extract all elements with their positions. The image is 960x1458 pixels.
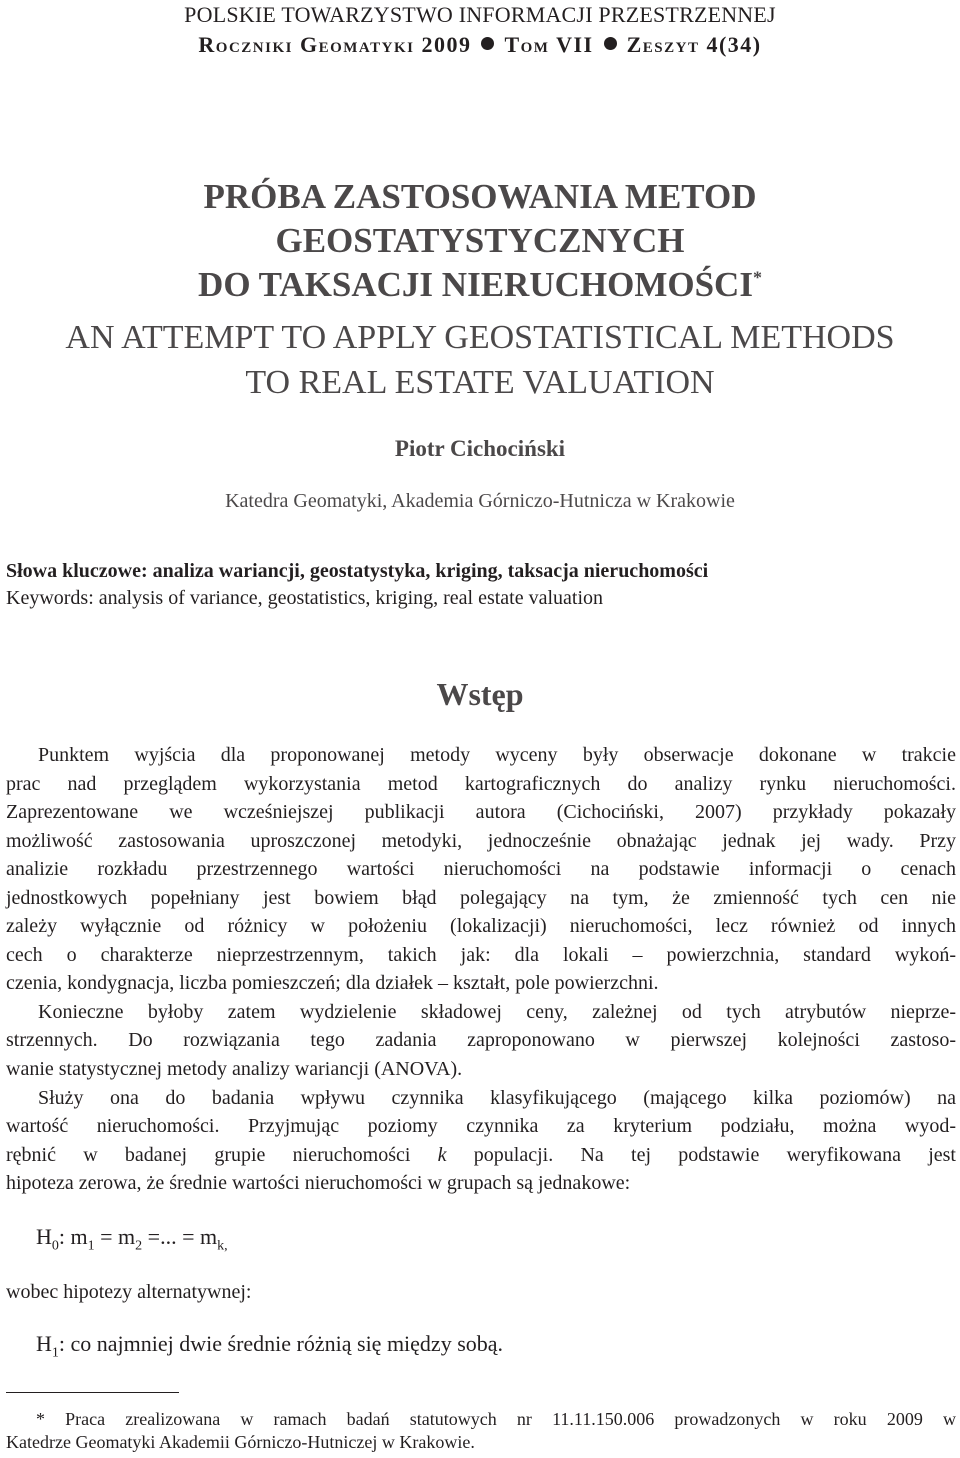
paragraph-line: Punktem wyjścia dla proponowanej metody wyceny były obserwacje dokonane w trakcie bbox=[38, 744, 956, 766]
footnote-divider bbox=[6, 1392, 179, 1393]
footnote-line: Katedrze Geomatyki Akademii Górniczo-Hutniczej w Krakowie. bbox=[6, 1432, 475, 1452]
paragraph-line: wanie statystycznej metody analizy wariancji (ANOVA). bbox=[6, 1058, 463, 1080]
title-pl-line-3-text: DO TAKSACJI NIERUCHOMOŚCI bbox=[198, 265, 753, 304]
eq-sub: 2 bbox=[135, 1238, 143, 1254]
eq-sub: 0 bbox=[51, 1238, 59, 1254]
paragraph-line: rębnić w badanej grupie nieruchomości k populacji. Na tej podstawie weryfikowana jest bbox=[6, 1144, 956, 1166]
equation-null-hypothesis bbox=[36, 1224, 228, 1254]
keywords-en: Keywords: analysis of variance, geostatistics, kriging, real estate valuation bbox=[6, 587, 604, 609]
journal-volume: Tom VII bbox=[504, 32, 594, 57]
paragraph-line: możliwość zastosowania uproszczonej metodyki, jednocześnie obnażając jednak jej wady. Przy bbox=[6, 830, 956, 852]
footnote-line: * Praca zrealizowana w ramach badań statutowych nr 11.11.150.006 prowadzonych w roku 2009 w bbox=[36, 1409, 956, 1429]
paragraph-line: zależy wyłącznie od różnicy w położeniu (lokalizacji) nieruchomości, lecz również od innych bbox=[6, 915, 956, 937]
eq-h: H bbox=[36, 1224, 52, 1249]
eq-sub: 1 bbox=[87, 1238, 95, 1254]
journal-series: Roczniki Geomatyki 2009 bbox=[198, 32, 472, 57]
paragraph-line: hipoteza zerowa, że średnie wartości nieruchomości w grupach są jednakowe: bbox=[6, 1172, 631, 1194]
eq-text: = m bbox=[94, 1224, 136, 1249]
paragraph-line: prac nad przeglądem wykorzystania metod kartograficznych do analizy rynku nieruchomości. bbox=[6, 773, 956, 795]
title-en-line-2: TO REAL ESTATE VALUATION bbox=[245, 364, 715, 401]
title-pl-line-2: GEOSTATYSTYCZNYCH bbox=[275, 221, 685, 260]
title-pl-line-3 bbox=[0, 263, 960, 307]
title-en-line-1: AN ATTEMPT TO APPLY GEOSTATISTICAL METHODS bbox=[65, 319, 895, 356]
eq-text: =... = m bbox=[142, 1224, 218, 1249]
equation-alt-hypothesis bbox=[36, 1331, 503, 1361]
paragraph-line: analizie rozkładu przestrzennego wartości nieruchomości na podstawie informacji o cenach bbox=[6, 858, 956, 880]
author-name: Piotr Cichociński bbox=[394, 436, 566, 461]
eq-text: : m bbox=[58, 1224, 88, 1249]
paragraph-line: strzennych. Do rozwiązania tego zadania zaproponowano w pierwszej kolejności zastoso- bbox=[6, 1029, 956, 1051]
paragraph-line: czenia, kondygnacja, liczba pomieszczeń; dla działek – kształt, pole powierzchni. bbox=[6, 972, 659, 994]
alternative-label: wobec hipotezy alternatywnej: bbox=[6, 1281, 252, 1303]
journal-series-line bbox=[0, 32, 960, 58]
paragraph-line: cech o charakterze nieprzestrzennym, takich jak: dla lokali – powierzchnia, standard wykoń- bbox=[6, 944, 956, 966]
title-pl-line-1: PRÓBA ZASTOSOWANIA METOD bbox=[203, 177, 757, 216]
bullet-icon bbox=[604, 37, 617, 50]
journal-organization: POLSKIE TOWARZYSTWO INFORMACJI PRZESTRZENNEJ bbox=[184, 2, 776, 27]
eq-h: H bbox=[36, 1331, 52, 1356]
keywords-pl: Słowa kluczowe: analiza wariancji, geostatystyka, kriging, taksacja nieruchomości bbox=[6, 560, 709, 582]
author-affiliation: Katedra Geomatyki, Akademia Górniczo-Hutnicza w Krakowie bbox=[225, 490, 735, 512]
paragraph-line: wartość nieruchomości. Przyjmując poziomy czynnika za kryterium podziału, można wyod- bbox=[6, 1115, 956, 1137]
eq-sub: 1 bbox=[51, 1345, 59, 1361]
footnote-mark: * bbox=[752, 267, 762, 288]
paragraph-line: Zaprezentowane we wcześniejszej publikacji autora (Cichociński, 2007) przykłady pokazały bbox=[6, 801, 956, 823]
paragraph-line: jednostkowych popełniany jest bowiem błąd polegający na tym, że zmienność tych cen nie bbox=[6, 887, 956, 909]
paragraph-line: Służy ona do badania wpływu czynnika klasyfikującego (mającego kilka poziomów) na bbox=[38, 1087, 956, 1109]
eq-text: : co najmniej dwie średnie różnią się między sobą. bbox=[58, 1331, 504, 1356]
journal-issue: Zeszyt 4(34) bbox=[626, 32, 762, 57]
bullet-icon bbox=[481, 37, 494, 50]
paragraph-line: Konieczne byłoby zatem wydzielenie składowej ceny, zależnej od tych atrybutów nieprze- bbox=[38, 1001, 956, 1023]
section-heading: Wstęp bbox=[436, 676, 524, 712]
eq-sub: k, bbox=[217, 1238, 228, 1254]
